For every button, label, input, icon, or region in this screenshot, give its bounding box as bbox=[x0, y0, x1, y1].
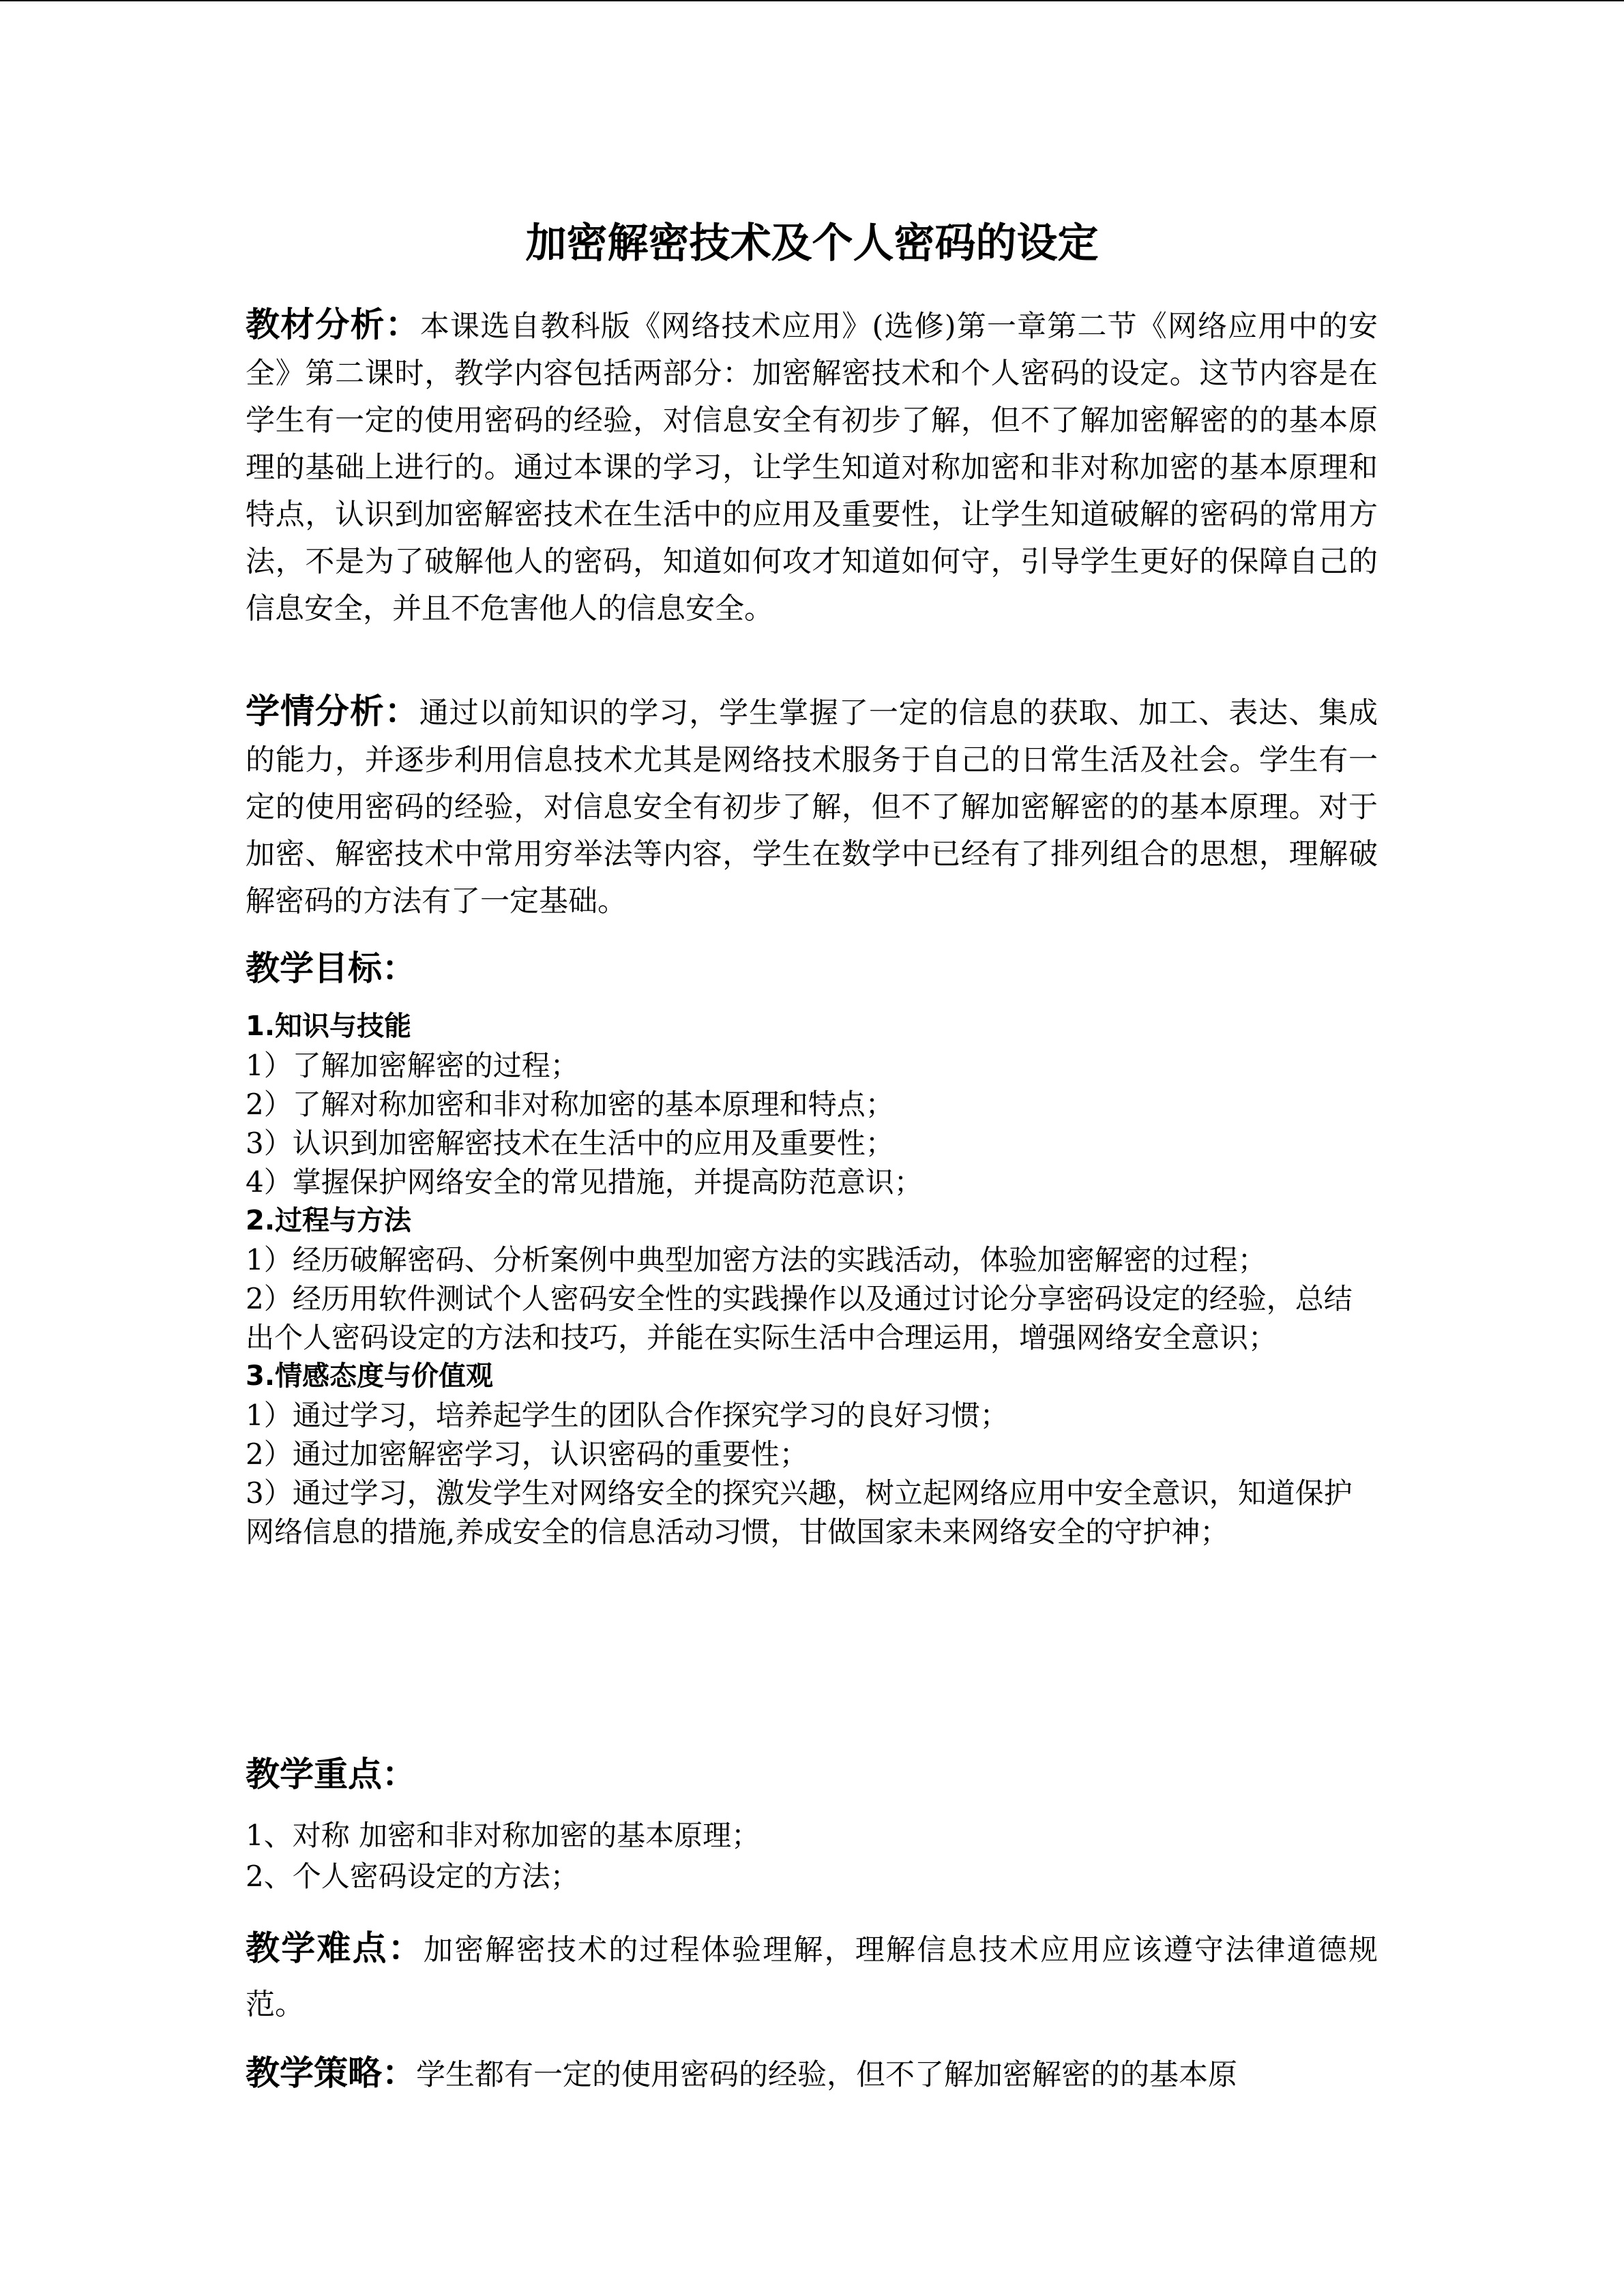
knowledge-item: 2）了解对称加密和非对称加密的基本原理和特点； bbox=[246, 1088, 894, 1121]
objectives-section bbox=[246, 944, 1378, 992]
knowledge-item: 4）掌握保护网络安全的常见措施，并提高防范意识； bbox=[246, 1165, 923, 1199]
knowledge-title: 1.知识与技能 bbox=[246, 1011, 412, 1042]
difficulties-section bbox=[246, 1921, 1378, 2032]
key-points-heading: 教学重点： bbox=[246, 1755, 416, 1794]
key-points-list bbox=[246, 1815, 1378, 1897]
emotion-item: 3）通过学习，激发学生对网络安全的探究兴趣，树立起网络应用中安全意识，知道保护网络信息的措施,养成安全的信息活动习惯，甘做国家未来网络安全的守护神； bbox=[246, 1476, 1353, 1549]
process-title: 2.过程与方法 bbox=[246, 1205, 412, 1236]
strategy-paragraph bbox=[246, 2050, 1378, 2099]
document-title: 加密解密技术及个人密码的设定 bbox=[525, 220, 1099, 267]
strategy-section bbox=[246, 2050, 1378, 2099]
strategy-label: 教学策略： bbox=[246, 2053, 416, 2093]
difficulties-paragraph bbox=[246, 1921, 1378, 2032]
difficulties-text: 加密解密技术的过程体验理解，理解信息技术应用应该遵守法律道德规范。 bbox=[246, 1933, 1378, 2022]
material-analysis-label: 教材分析： bbox=[246, 305, 420, 344]
objectives-list bbox=[246, 1007, 1378, 1551]
material-analysis-text: 本课选自教科版《网络技术应用》(选修)第一章第二节《网络应用中的安全》第二课时，教学内容包括两部分：加密解密技术和个人密码的设定。这节内容是在学生有一定的使用密码的经验，对信息安全有初步了解，但不了解加密解密的的基本原理的基础上进行的。通过本课的学习，让学生知道对称加密和非对称加密的基本原理和特点，认识到加密解密技术在生活中的应用及重要性，让学生知道破解的密码的常用方法，不是为了破解他人的密码，知道如何攻才知道如何守，引导学生更好的保障自己的信息安全，并且不危害他人的信息安全。 bbox=[246, 310, 1378, 626]
material-analysis-section bbox=[246, 301, 1378, 633]
strategy-text: 学生都有一定的使用密码的经验，但不了解加密解密的的基本原 bbox=[416, 2058, 1237, 2092]
knowledge-item: 3）认识到加密解密技术在生活中的应用及重要性； bbox=[246, 1127, 894, 1160]
emotion-title: 3.情感态度与价值观 bbox=[246, 1360, 494, 1392]
material-analysis-paragraph bbox=[246, 301, 1378, 633]
objectives-heading: 教学目标： bbox=[246, 949, 416, 988]
difficulties-label: 教学难点： bbox=[246, 1928, 424, 1968]
key-points-section bbox=[246, 1750, 1378, 1798]
student-analysis-paragraph bbox=[246, 688, 1378, 925]
emotion-item: 1）通过学习，培养起学生的团队合作探究学习的良好习惯； bbox=[246, 1399, 1009, 1432]
process-item: 1）经历破解密码、分析案例中典型加密方法的实践活动，体验加密解密的过程； bbox=[246, 1243, 1267, 1277]
process-item: 2）经历用软件测试个人密码安全性的实践操作以及通过讨论分享密码设定的经验，总结出个人密码设定的方法和技巧，并能在实际生活中合理运用，增强网络安全意识； bbox=[246, 1282, 1353, 1354]
student-analysis-text: 通过以前知识的学习，学生掌握了一定的信息的获取、加工、表达、集成的能力，并逐步利用信息技术尤其是网络技术服务于自己的日常生活及社会。学生有一定的使用密码的经验，对信息安全有初步了解，但不了解加密解密的的基本原理。对于加密、解密技术中常用穷举法等内容，学生在数学中已经有了排列组合的思想，理解破解密码的方法有了一定基础。 bbox=[246, 696, 1378, 919]
student-analysis-section bbox=[246, 688, 1378, 925]
student-analysis-label: 学情分析： bbox=[246, 691, 419, 731]
key-point-item: 1、对称 加密和非对称加密的基本原理； bbox=[246, 1819, 761, 1852]
emotion-item: 2）通过加密解密学习，认识密码的重要性； bbox=[246, 1437, 808, 1471]
key-point-item: 2、个人密码设定的方法； bbox=[246, 1860, 579, 1893]
knowledge-item: 1）了解加密解密的过程； bbox=[246, 1049, 579, 1082]
